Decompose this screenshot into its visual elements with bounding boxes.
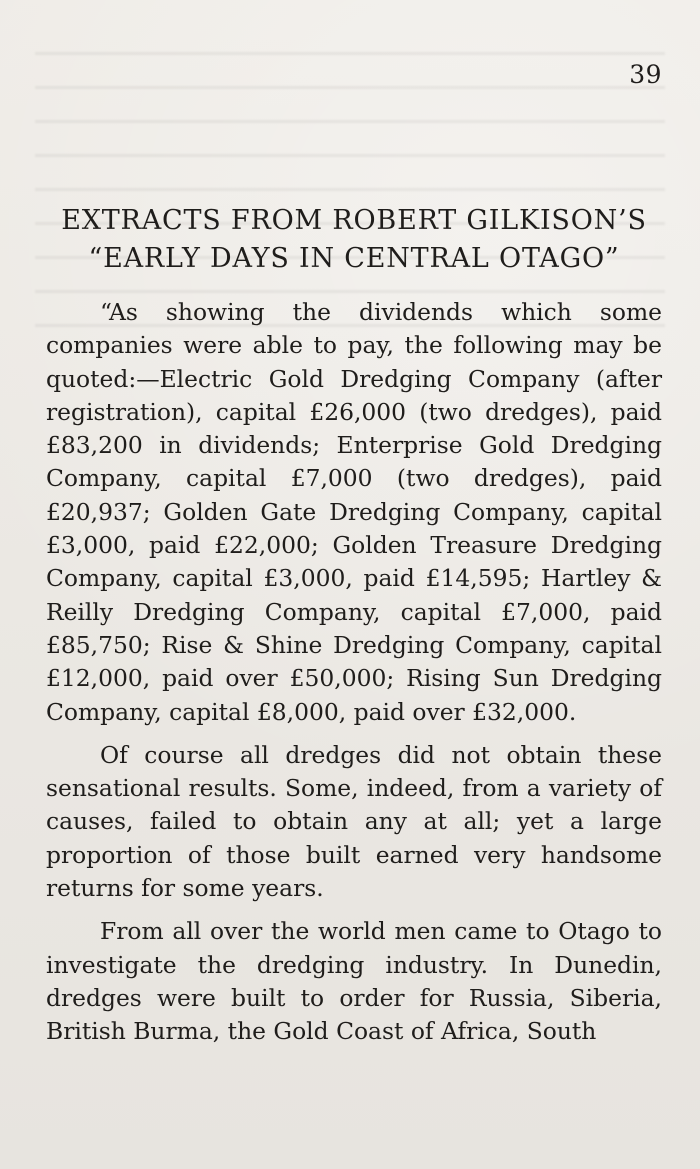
heading-line-2: “EARLY DAYS IN CENTRAL OTAGO”: [88, 243, 620, 274]
show-through-texture: [35, 52, 665, 332]
page-number: 39: [629, 60, 662, 89]
paragraph-3: From all over the world men came to Otago to investigate the dredging industry. In Dunedin, dredges were built to order for Russia, Siberia, British Burma, the Gold Coast of Africa, South: [46, 917, 662, 1046]
page-heading: [46, 202, 662, 278]
heading-line-1: EXTRACTS FROM ROBERT GILKISON’S: [61, 205, 647, 236]
paragraph-2: Of course all dredges did not obtain these sensational results. Some, indeed, from a variety of causes, failed to obtain any at all; yet a large proportion of those built earned very handsome returns for some years.: [46, 740, 662, 903]
body-text: [46, 296, 662, 1059]
paragraph-1: “As showing the dividends which some companies were able to pay, the following may be quoted:—Electric Gold Dredging Company (after registration), capital £26,000 (two dredges), paid £83,200 in dividends; Enterprise Gold Dredging Company, capital £7,000 (two dredges), paid £20,937; Golden Gate Dredging Company, capital £3,000, paid £22,000; Golden Treasure Dredging Company, capital £3,000, paid £14,595; Hartley & Reilly Dredging Company, capital £7,000, paid £85,750; Rise & Shine Dredging Company, capital £12,000, paid over £50,000; Rising Sun Dredging Company, capital £8,000, paid over £32,000.: [46, 298, 662, 726]
